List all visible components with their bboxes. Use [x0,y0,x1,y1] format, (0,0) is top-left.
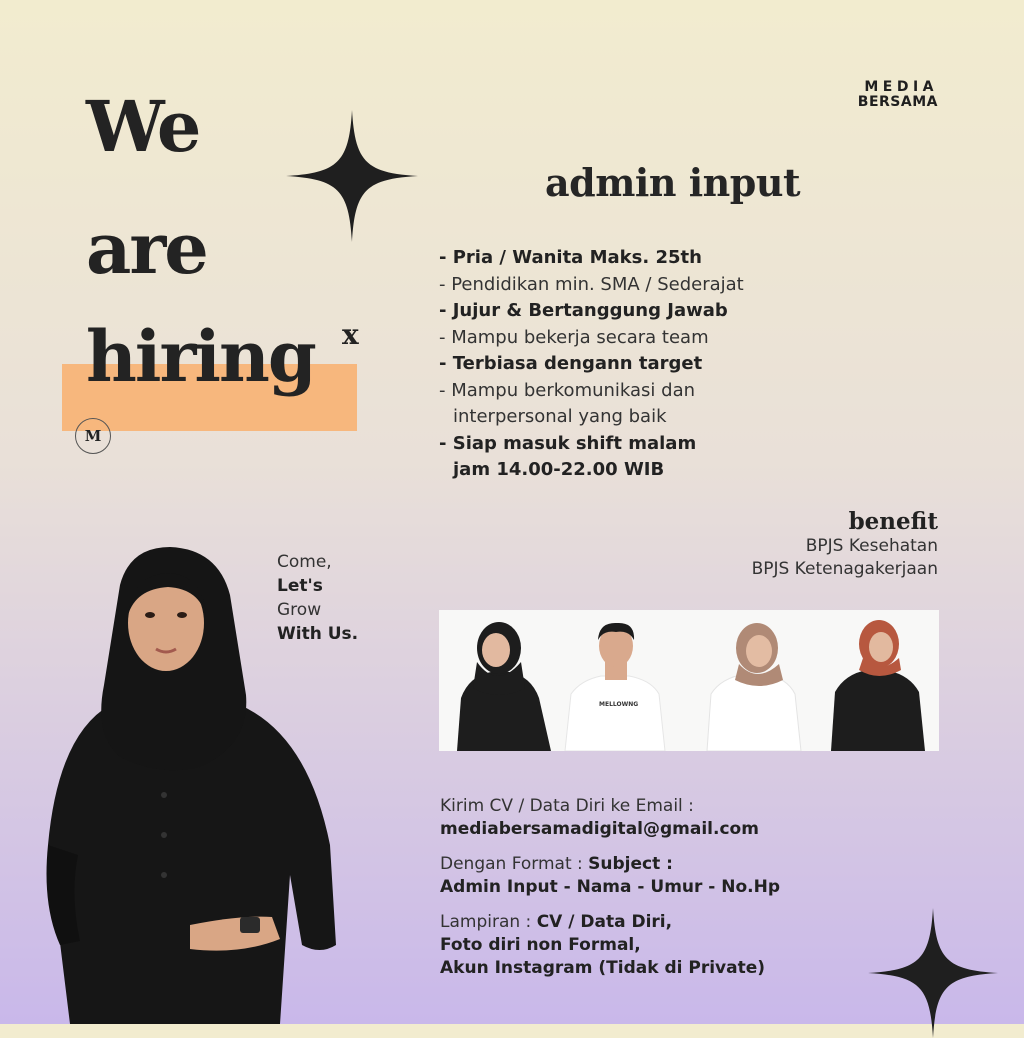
requirement-item: - Siap masuk shift malam [439,432,697,454]
requirement-item: interpersonal yang baik [453,406,667,427]
cta-line: Come, [277,552,332,572]
model-photo [40,545,350,1024]
attach-label: Lampiran : [440,912,537,932]
requirement-item: - Pendidikan min. SMA / Sederajat [439,273,744,295]
benefit-title: benefit [848,508,938,535]
requirement-item: - Terbiasa dengann target [439,353,703,374]
attach-item: CV / Data Diri, [536,912,673,932]
headline-line-1: We [86,85,200,168]
sparkle-icon-bottom [868,908,998,1038]
requirements-list [439,245,839,484]
requirement-item: jam 14.00-22.00 WIB [453,459,665,480]
job-title: admin input [545,160,801,205]
requirement-item: - Pria / Wanita Maks. 25th [439,247,702,268]
shirt-print: MELLOWNG [599,701,639,708]
attach-item: Foto diri non Formal, [440,935,641,955]
requirement-item: - Mampu bekerja secara team [439,326,709,348]
requirement-item: - Jujur & Bertanggung Jawab [439,300,728,321]
headline-line-2: are [86,207,207,290]
cta-line: Let's [277,576,323,596]
benefit-item: BPJS Kesehatan [805,536,938,556]
benefit-item: BPJS Ketenagakerjaan [751,559,938,579]
cta-line: Grow [277,600,322,620]
logo-mark-icon: M [75,418,111,454]
brand-line-1: MEDIA [864,79,938,95]
attach-item: Akun Instagram (Tidak di Private) [440,958,766,978]
headline-line-3: hiring [86,315,315,398]
email-address: mediabersamadigital@gmail.com [440,819,759,839]
requirement-item: - Mampu berkomunikasi dan [439,379,696,401]
cta-line: With Us. [277,624,359,644]
benefit-section [752,508,938,581]
brand-line-2: BERSAMA [857,94,938,110]
brand-logo [858,80,938,110]
team-photo [439,610,939,751]
email-label: Kirim CV / Data Diri ke Email : [440,796,694,816]
format-label: Dengan Format : [440,854,589,874]
sparkle-icon [286,110,418,242]
subject-value: Admin Input - Nama - Umur - No.Hp [440,877,781,897]
subject-label: Subject : [588,854,673,874]
apply-instructions [440,795,780,980]
headline-superscript: x [342,318,359,351]
